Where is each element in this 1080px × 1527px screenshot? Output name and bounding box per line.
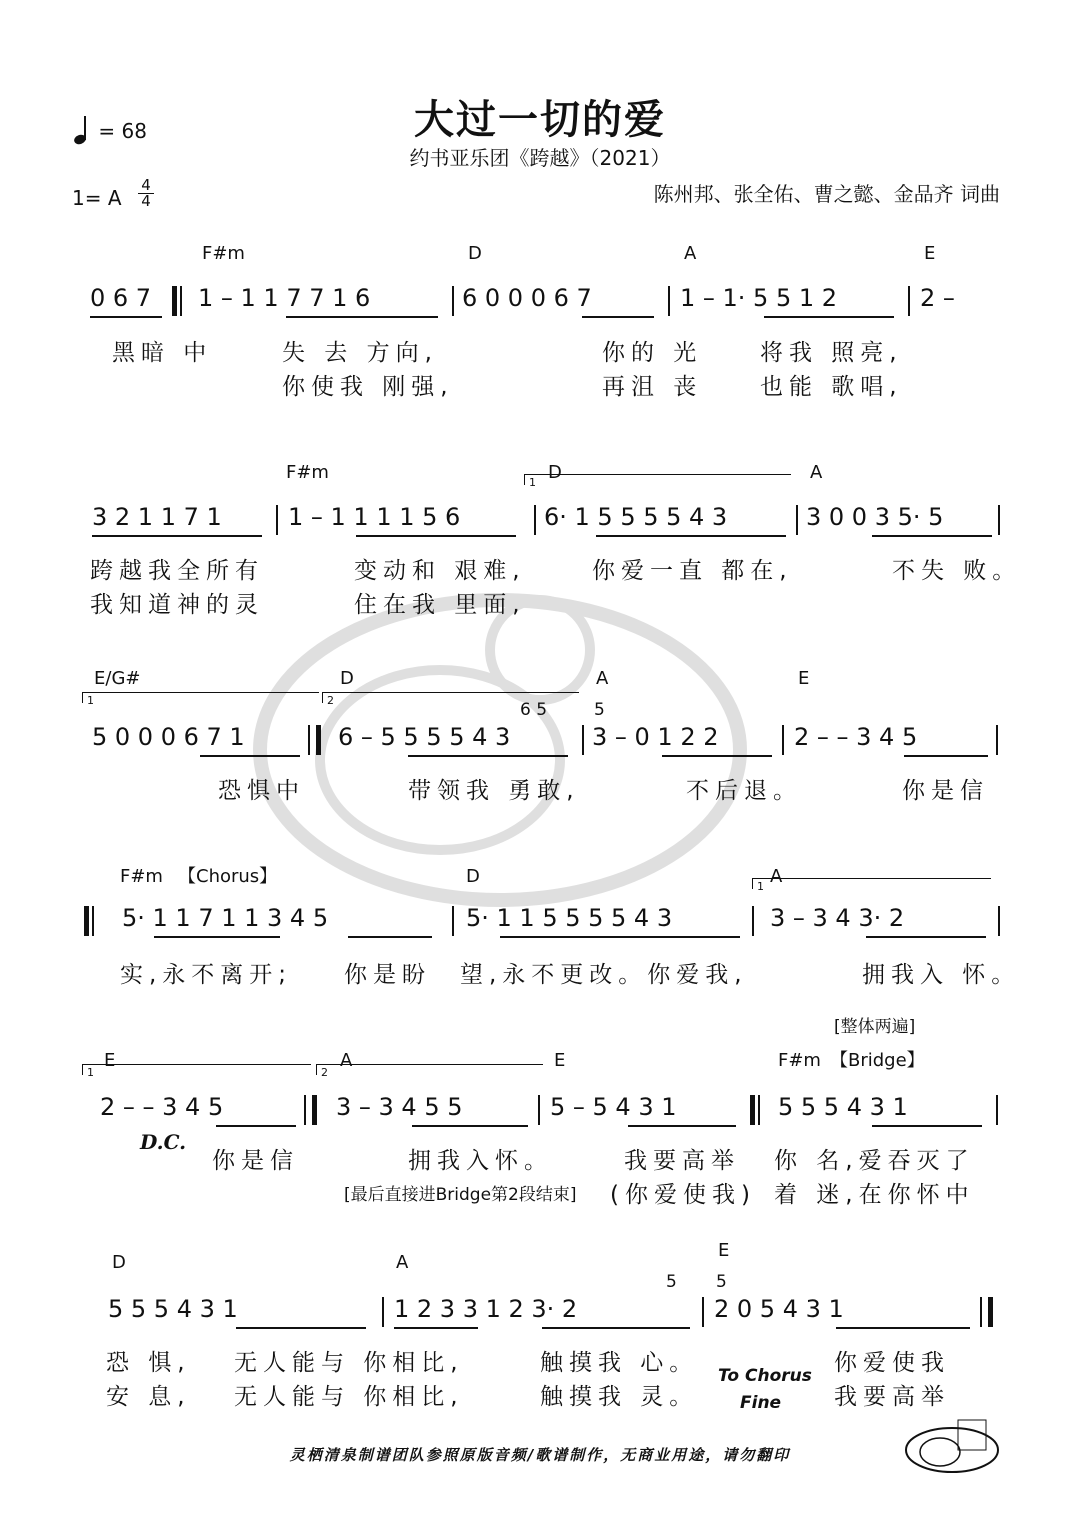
- repeat-start-barline: [750, 1095, 755, 1125]
- volta-number: 1: [87, 694, 94, 707]
- notation-measure: 1 2 3 3 1 2 3· 2: [394, 1295, 578, 1323]
- volta-bracket: [82, 1064, 311, 1075]
- chord-label: D: [466, 866, 480, 887]
- publisher-logo: [900, 1414, 1004, 1476]
- beam-line: [154, 936, 280, 938]
- beam-line: [904, 755, 988, 757]
- barline: [582, 725, 584, 755]
- lyric-line-2: 无人能与 你相比,: [234, 1384, 464, 1410]
- beam-line: [836, 1327, 970, 1329]
- barline: [382, 1297, 384, 1327]
- lyric-line-1: 你是信: [902, 778, 989, 804]
- volta-bracket: [524, 474, 791, 485]
- repeat-end-barline: [316, 725, 321, 755]
- stacked-notes: 5: [716, 1272, 727, 1292]
- lyric-line-1: 望,永不更改。你爱我,: [460, 962, 748, 988]
- repeat-start-barline: [84, 906, 89, 936]
- lyric-line-1: 带领我 勇敢,: [408, 778, 580, 804]
- beam-line: [596, 535, 786, 537]
- notation-measure: 5 0 0 0 6 7 1: [92, 723, 245, 751]
- beam-line: [412, 1125, 528, 1127]
- volta-number: 1: [757, 880, 764, 893]
- repeat-end-barline: [988, 1297, 993, 1327]
- repeat-end-barline: [304, 1095, 306, 1125]
- notation-measure: 5· 1 1 7 1 1 3 4 5: [122, 904, 329, 932]
- chord-label: A: [810, 462, 823, 483]
- volta-number: 1: [87, 1066, 94, 1079]
- notation-measure: 6· 1 5 5 5 5 4 3: [544, 503, 728, 531]
- chord-label: F#m: [286, 462, 329, 483]
- stacked-notes: 6 5: [520, 700, 548, 720]
- chord-label: A: [770, 866, 783, 887]
- key-signature: 1= A: [72, 186, 122, 210]
- beam-line: [764, 316, 894, 318]
- chord-label: A: [396, 1252, 409, 1273]
- lyric-line-1: 你是信: [212, 1148, 299, 1174]
- volta-number: 2: [327, 694, 334, 707]
- chord-label: A: [340, 1050, 353, 1071]
- notation-measure: 3 – 3 4 3· 2: [770, 904, 905, 932]
- beam-line: [628, 1125, 736, 1127]
- notation-measure: 5 – 5 4 3 1: [550, 1093, 677, 1121]
- time-signature: 4 4: [138, 178, 154, 209]
- barline: [276, 505, 278, 535]
- notation-measure: 1 – 1· 5 5 1 2: [680, 284, 838, 312]
- chord-label: F#m: [120, 866, 163, 887]
- chord-label: D: [112, 1252, 126, 1273]
- lyric-line-2: 再沮 丧: [602, 374, 703, 400]
- beam-line: [866, 936, 986, 938]
- barline: [758, 1095, 760, 1125]
- repeat-end-barline: [980, 1297, 982, 1327]
- notation-measure: 0 6 7: [90, 284, 152, 312]
- beam-line: [90, 316, 162, 318]
- volta-bracket: [752, 878, 991, 889]
- tempo-marking: = 68: [74, 116, 147, 146]
- chord-label: D: [468, 243, 482, 264]
- notation-measure: 2 – – 3 4 5: [794, 723, 918, 751]
- chord-label: F#m: [202, 243, 245, 264]
- lyric-line-1: 不后退。: [686, 778, 802, 804]
- beam-line: [542, 1327, 690, 1329]
- chord-label: E: [924, 243, 936, 264]
- lyric-line-1: 你爱使我: [834, 1350, 950, 1376]
- beam-line: [200, 755, 300, 757]
- lyric-line-1: 实,永不离开;: [120, 962, 293, 988]
- beam-line: [394, 1327, 478, 1329]
- lyric-line-1: 失 去 方向,: [282, 340, 438, 366]
- performance-note: [最后直接进Bridge第2段结束]: [344, 1185, 577, 1205]
- notation-measure: 2 – – 3 4 5: [100, 1093, 224, 1121]
- barline: [538, 1095, 540, 1125]
- notation-measure: 5 5 5 4 3 1: [778, 1093, 908, 1121]
- lyric-line-1: 你 名,爱吞灭了: [774, 1148, 975, 1174]
- repeat-note: [整体两遍]: [834, 1017, 916, 1037]
- lyric-line-1: 拥我入 怀。: [862, 962, 1021, 988]
- notation-measure: 3 – 0 1 2 2: [592, 723, 719, 751]
- beam-line: [348, 936, 432, 938]
- song-title: 大过一切的爱: [414, 97, 666, 143]
- notation-measure: 3 0 0 3 5· 5: [806, 503, 944, 531]
- lyric-line-1: 恐惧中: [218, 778, 305, 804]
- barline: [534, 505, 536, 535]
- volta-number: 1: [529, 476, 536, 489]
- lyric-line-1: 跨越我全所有: [90, 558, 264, 584]
- notation-measure: 3 – 3 4 5 5: [336, 1093, 463, 1121]
- beam-line: [92, 535, 262, 537]
- barline: [668, 286, 670, 316]
- lyric-line-1: 黑暗 中: [112, 340, 213, 366]
- notation-measure: 5 5 5 4 3 1: [108, 1295, 238, 1323]
- chord-label: A: [596, 668, 609, 689]
- notation-measure: 6 0 0 0 6 7: [462, 284, 592, 312]
- beam-line: [500, 936, 740, 938]
- repeat-end-barline: [308, 725, 310, 755]
- barline: [452, 906, 454, 936]
- fine-marking: Fine: [740, 1393, 782, 1413]
- notation-measure: 1 – 1 1 7 7 1 6: [198, 284, 371, 312]
- beam-line: [286, 316, 438, 318]
- barline: [752, 906, 754, 936]
- notation-measure: 6 – 5 5 5 5 4 3: [338, 723, 511, 751]
- stacked-notes: 5: [594, 700, 605, 720]
- chord-label: D: [548, 462, 562, 483]
- lyric-line-1: 不失 败。: [892, 558, 1022, 584]
- chord-label: E/G#: [94, 668, 141, 689]
- lyric-line-1: 无人能与 你相比,: [234, 1350, 464, 1376]
- footer-note: 灵栖清泉制谱团队参照原版音频/歌谱制作，无商业用途，请勿翻印: [289, 1446, 791, 1464]
- chord-label: A: [684, 243, 697, 264]
- lyric-line-1: 拥我入怀。: [408, 1148, 553, 1174]
- volta-bracket: [82, 692, 319, 703]
- repeat-start-barline: [172, 286, 177, 316]
- beam-line: [582, 316, 654, 318]
- lyric-line-2: 也能 歌唱,: [760, 374, 903, 400]
- lyric-line-2: (你爱使我): [610, 1182, 756, 1208]
- lyric-line-2: 触摸我 灵。: [540, 1384, 699, 1410]
- notation-measure: 1 – 1 1 1 1 5 6: [288, 503, 461, 531]
- lyric-line-1: 你是盼: [344, 962, 431, 988]
- barline: [452, 286, 454, 316]
- beam-line: [356, 535, 516, 537]
- credits: 陈州邦、张全佑、曹之懿、金品齐 词曲: [653, 182, 1000, 206]
- lyric-line-2: 住在我 里面,: [354, 592, 526, 618]
- stacked-notes: 5: [666, 1272, 677, 1292]
- barline: [998, 906, 1000, 936]
- beam-line: [236, 1327, 366, 1329]
- chord-label: E: [104, 1050, 116, 1071]
- notation-measure: 5· 1 1 5 5 5 5 4 3: [466, 904, 673, 932]
- barline: [796, 505, 798, 535]
- chord-label: D: [340, 668, 354, 689]
- barline: [782, 725, 784, 755]
- lyric-line-1: 变动和 艰难,: [354, 558, 526, 584]
- lyric-line-1: 恐 惧,: [106, 1350, 191, 1376]
- barline: [92, 906, 94, 936]
- beam-line: [408, 755, 568, 757]
- lyric-line-1: 我要高举: [624, 1148, 740, 1174]
- lyric-line-2: 你使我 刚强,: [282, 374, 454, 400]
- chord-label: E: [554, 1050, 566, 1071]
- barline: [180, 286, 182, 316]
- repeat-end-barline: [312, 1095, 317, 1125]
- lyric-line-1: 你的 光: [602, 340, 703, 366]
- lyric-line-1: 触摸我 心。: [540, 1350, 699, 1376]
- beam-line: [662, 755, 772, 757]
- barline: [996, 725, 998, 755]
- dc-marking: D.C.: [140, 1130, 187, 1154]
- barline: [908, 286, 910, 316]
- section-label-bridge: 【Bridge】: [830, 1050, 925, 1071]
- barline: [998, 505, 1000, 535]
- beam-line: [872, 535, 992, 537]
- barline: [996, 1095, 998, 1125]
- lyric-line-2: 安 息,: [106, 1384, 191, 1410]
- chord-label: E: [718, 1240, 730, 1261]
- notation-measure: 2 –: [920, 284, 955, 312]
- section-label-chorus: 【Chorus】: [178, 866, 278, 887]
- lyric-line-2: 着 迷,在你怀中: [774, 1182, 975, 1208]
- chord-label: F#m: [778, 1050, 821, 1071]
- barline: [702, 1297, 704, 1327]
- quarter-note-icon: [74, 116, 92, 146]
- chord-label: E: [798, 668, 810, 689]
- beam-line: [216, 1125, 296, 1127]
- lyric-line-1: 将我 照亮,: [760, 340, 903, 366]
- lyric-line-2: 我要高举: [834, 1384, 950, 1410]
- notation-measure: 2 0 5 4 3 1: [714, 1295, 844, 1323]
- song-subtitle: 约书亚乐团《跨越》（2021）: [409, 146, 671, 170]
- beam-line: [872, 1125, 982, 1127]
- lyric-line-2: 我知道神的灵: [90, 592, 264, 618]
- volta-number: 2: [321, 1066, 328, 1079]
- to-chorus-marking: To Chorus: [718, 1366, 812, 1386]
- lyric-line-1: 你爱一直 都在,: [592, 558, 793, 584]
- notation-measure: 3 2 1 1 7 1: [92, 503, 222, 531]
